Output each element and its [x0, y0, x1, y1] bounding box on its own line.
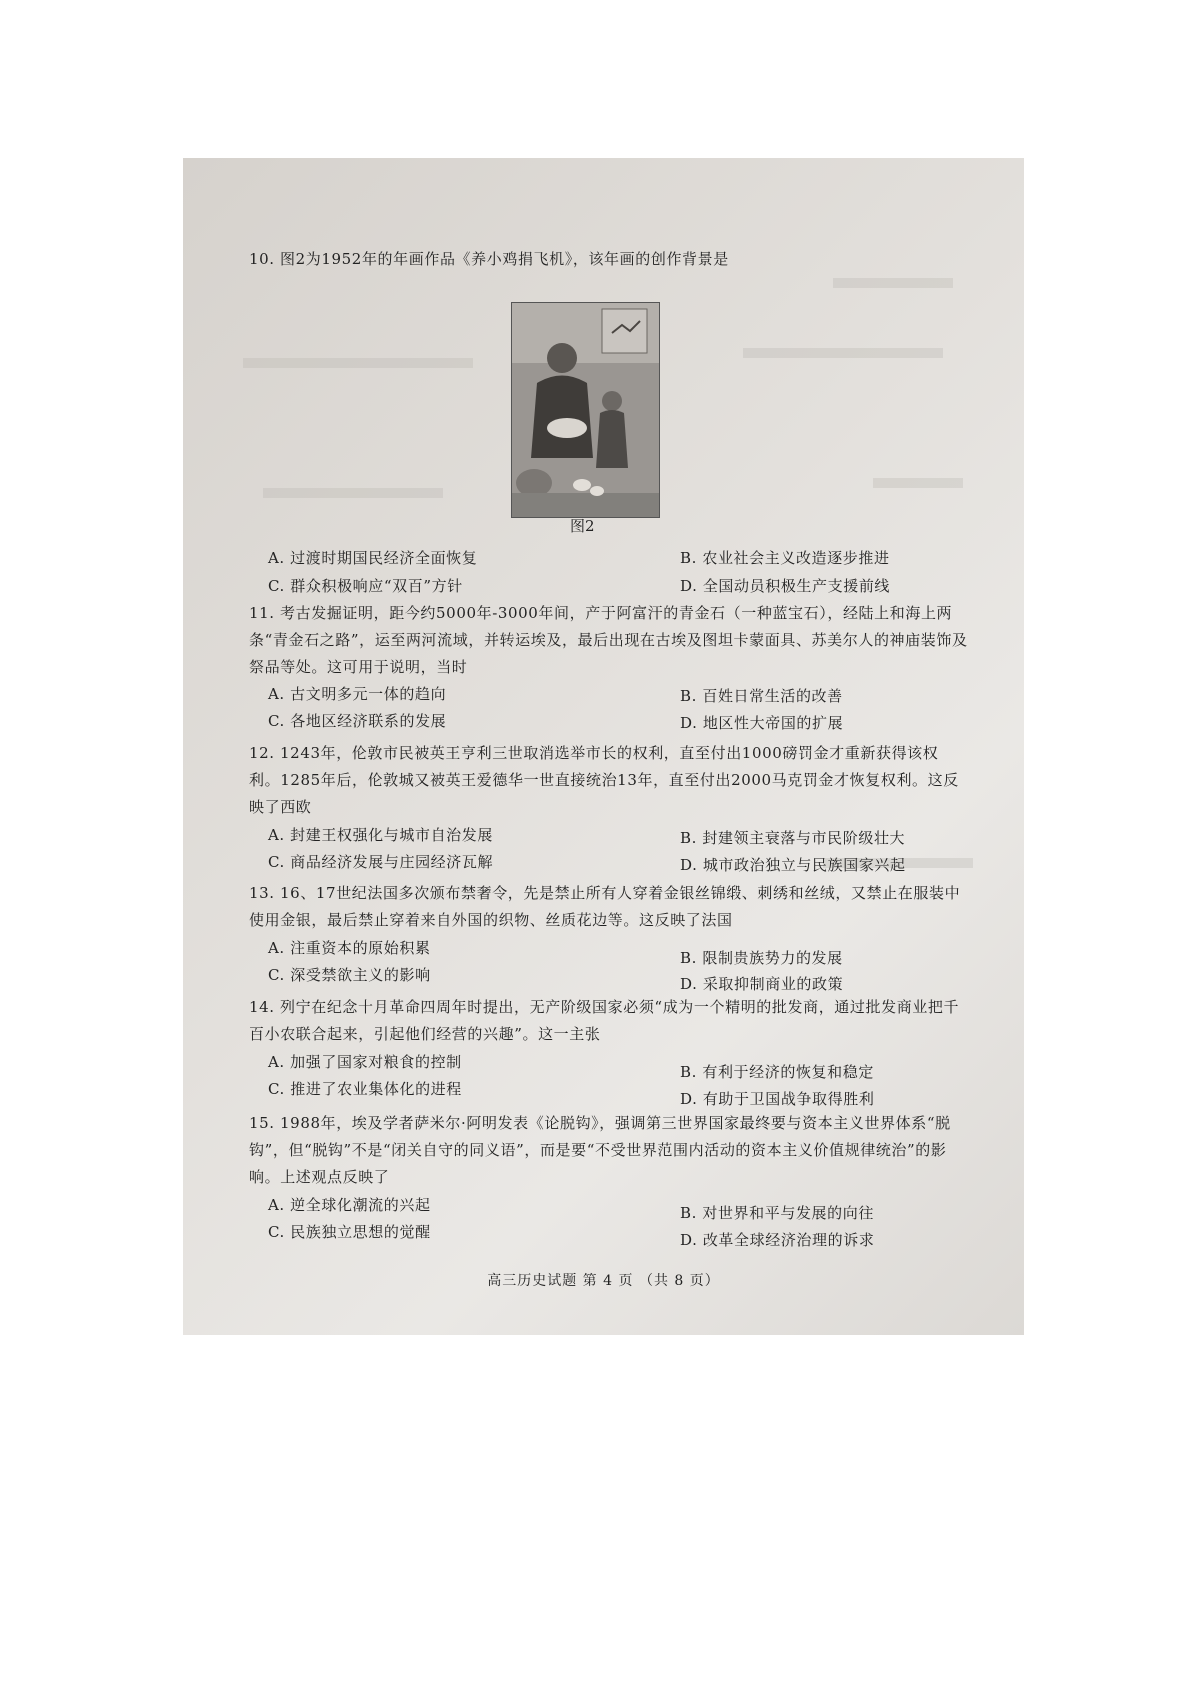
painting-illustration	[512, 303, 659, 517]
options-q13	[249, 937, 969, 993]
exam-page	[183, 158, 1024, 1335]
option-b[interactable]: B. 限制贵族势力的发展	[680, 949, 843, 967]
question-text: 图2为1952年的年画作品《养小鸡捐飞机》，该年画的创作背景是	[280, 250, 729, 268]
question-text: 1243年，伦敦市民被英王亨利三世取消选举市长的权利，直至付出1000磅罚金才重新获得该权利。1285年后，伦敦城又被英王爱德华一世直接统治13年，直至付出2000马克罚金才恢复权利。这反映了西欧	[249, 744, 959, 816]
question-number: 12.	[249, 744, 275, 762]
question-11	[249, 600, 969, 681]
question-14	[249, 994, 969, 1048]
option-c[interactable]: C. 群众积极响应“双百”方针	[268, 577, 463, 595]
option-c[interactable]: C. 深受禁欲主义的影响	[268, 966, 431, 984]
option-a[interactable]: A. 封建王权强化与城市自治发展	[268, 826, 493, 844]
option-a[interactable]: A. 注重资本的原始积累	[268, 939, 431, 957]
figure-2-new-year-painting	[511, 302, 660, 518]
option-d[interactable]: D. 采取抑制商业的政策	[680, 975, 844, 993]
option-d[interactable]: D. 地区性大帝国的扩展	[680, 714, 844, 732]
option-b[interactable]: B. 封建领主衰落与市民阶级壮大	[680, 829, 906, 847]
option-d[interactable]: D. 全国动员积极生产支援前线	[680, 577, 891, 595]
options-q11	[249, 683, 969, 739]
question-13	[249, 880, 969, 934]
question-text: 16、17世纪法国多次颁布禁奢令，先是禁止所有人穿着金银丝锦缎、刺绣和丝绒，又禁止在服装中使用金银，最后禁止穿着来自外国的织物、丝质花边等。这反映了法国	[249, 884, 961, 929]
option-a[interactable]: A. 古文明多元一体的趋向	[268, 685, 447, 703]
options-q15	[249, 1194, 969, 1250]
question-text: 列宁在纪念十月革命四周年时提出，无产阶级国家必须“成为一个精明的批发商，通过批发商业把千百小农联合起来，引起他们经营的兴趣”。这一主张	[249, 998, 960, 1043]
question-text: 1988年，埃及学者萨米尔·阿明发表《论脱钩》，强调第三世界国家最终要与资本主义世界体系“脱钩”，但“脱钩”不是“闭关自守的同义语”，而是要“不受世界范围内活动的资本主义价值规律统治”的影响。上述观点反映了	[249, 1114, 951, 1186]
option-d[interactable]: D. 城市政治独立与民族国家兴起	[680, 856, 906, 874]
option-b[interactable]: B. 农业社会主义改造逐步推进	[680, 549, 890, 567]
question-10	[249, 246, 969, 273]
options-q14	[249, 1051, 969, 1107]
option-d[interactable]: D. 改革全球经济治理的诉求	[680, 1231, 875, 1249]
question-number: 15.	[249, 1114, 275, 1132]
question-number: 14.	[249, 998, 275, 1016]
question-number: 10.	[249, 250, 275, 268]
option-d[interactable]: D. 有助于卫国战争取得胜利	[680, 1090, 875, 1108]
option-a[interactable]: A. 过渡时期国民经济全面恢复	[268, 549, 478, 567]
question-text: 考古发掘证明，距今约5000年-3000年间，产于阿富汗的青金石（一种蓝宝石），经陆上和海上两条“青金石之路”，运至两河流域，并转运埃及，最后出现在古埃及图坦卡蒙面具、苏美尔人的神庙装饰及祭品等处。这可用于说明，当时	[249, 604, 968, 676]
option-c[interactable]: C. 推进了农业集体化的进程	[268, 1080, 462, 1098]
option-b[interactable]: B. 百姓日常生活的改善	[680, 687, 843, 705]
question-number: 13.	[249, 884, 275, 902]
option-a[interactable]: A. 逆全球化潮流的兴起	[268, 1196, 431, 1214]
option-c[interactable]: C. 商品经济发展与庄园经济瓦解	[268, 853, 494, 871]
figure-caption: 图2	[570, 517, 595, 535]
question-15	[249, 1110, 969, 1191]
options-q10	[249, 547, 969, 603]
option-c[interactable]: C. 民族独立思想的觉醒	[268, 1223, 431, 1241]
options-q12	[249, 824, 969, 880]
option-a[interactable]: A. 加强了国家对粮食的控制	[268, 1053, 462, 1071]
bleed-through-mark	[243, 358, 473, 368]
page-footer: 高三历史试题 第 4 页 （共 8 页）	[487, 1273, 720, 1289]
bleed-through-mark	[743, 348, 943, 358]
question-12	[249, 740, 969, 821]
bleed-through-mark	[833, 278, 953, 288]
option-b[interactable]: B. 有利于经济的恢复和稳定	[680, 1063, 874, 1081]
question-number: 11.	[249, 604, 275, 622]
option-c[interactable]: C. 各地区经济联系的发展	[268, 712, 447, 730]
bleed-through-mark	[263, 488, 443, 498]
option-b[interactable]: B. 对世界和平与发展的向往	[680, 1204, 874, 1222]
bleed-through-mark	[873, 478, 963, 488]
